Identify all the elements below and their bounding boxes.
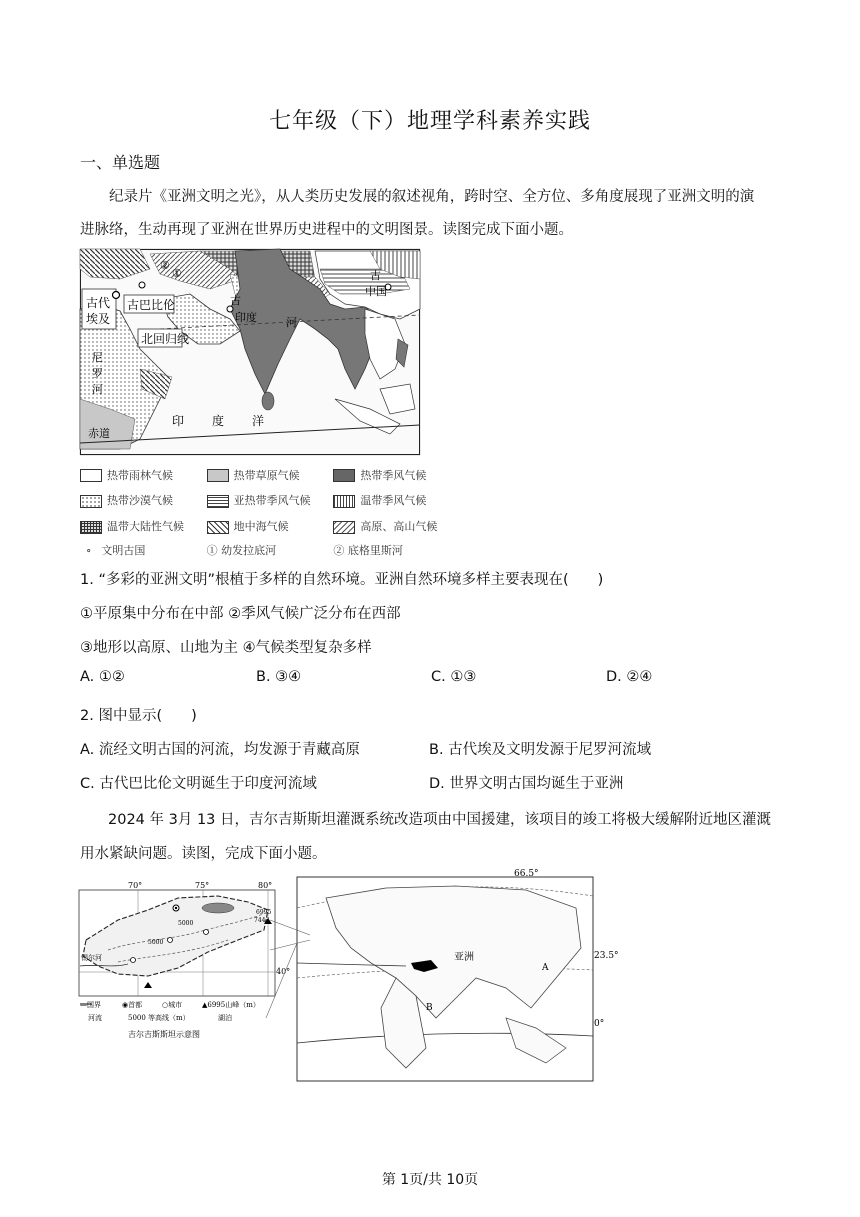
label-b: B [426, 1003, 433, 1013]
legend-lake: 湖泊 [218, 1014, 232, 1022]
legend-border: —国界 [80, 1001, 101, 1009]
legend-city: ○城市 [162, 1001, 183, 1009]
q2-stem: 2. 图中显示( ) [80, 708, 197, 724]
q2-option-b[interactable]: B. 古代埃及文明发源于尼罗河流域 [429, 742, 652, 758]
map1-legend [80, 462, 460, 561]
page-title: 七年级（下）地理学科素养实践 [268, 109, 591, 134]
passage-1-line-2: 进脉络，生动再现了亚洲在世界历史进程中的文明图景。读图完成下面小题。 [80, 222, 573, 238]
lon-80: 80° [258, 881, 273, 890]
label-a: A [542, 963, 549, 973]
label-syr-darya: 锡尔河 [81, 954, 102, 962]
label-river: 河 [286, 316, 297, 329]
legend-contour: 5000 等高线（m） [128, 1014, 190, 1022]
passage-2-line-2: 用水紧缺问题。读图，完成下面小题。 [80, 846, 327, 862]
label-num-2: ② [160, 259, 170, 272]
label-india-2: 印度 [235, 311, 257, 324]
lat-66-5: 66.5° [514, 869, 539, 879]
peak-7443: 7443 [254, 917, 270, 924]
map2-caption: 吉尔吉斯斯坦示意图 [128, 1030, 200, 1039]
peak-6995: 6995 [256, 909, 272, 916]
label-ocean-1: 印 [172, 414, 185, 428]
passage-1-cont [80, 214, 785, 247]
label-egypt-2: 埃及 [86, 312, 111, 326]
label-ocean-2: 度 [212, 414, 225, 428]
q2-option-d[interactable]: D. 世界文明古国均诞生于亚洲 [429, 776, 624, 792]
legend-peak: ▲6995山峰（m） [202, 1001, 260, 1009]
legend-item: 亚热带季风气候 [207, 492, 334, 508]
contour-5000-b: 5000 [148, 939, 164, 946]
label-num-1: ① [172, 267, 182, 280]
page-footer: 第 1页/共 10页 [381, 1172, 479, 1188]
q1-statement-a: ①平原集中分布在中部 ②季风气候广泛分布在西部 [80, 606, 401, 622]
legend-river: 河流 [88, 1014, 102, 1022]
lat-40: 40° [276, 967, 291, 976]
q1-option-b[interactable]: B. ③④ [256, 669, 302, 685]
q1-option-c[interactable]: C. ①③ [431, 669, 477, 685]
legend-item: 地中海气候 [207, 518, 334, 534]
label-nile-1: 尼 [92, 351, 103, 364]
connector-lines [270, 915, 310, 955]
section-heading: 一、单选题 [80, 153, 161, 172]
lat-23-5: 23.5° [594, 951, 619, 961]
asia-locator-map [296, 868, 619, 1084]
label-nile-2: 罗 [92, 367, 103, 380]
legend-item: 热带季风气候 [333, 467, 460, 483]
passage-1 [80, 181, 785, 214]
label-egypt-1: 古代 [86, 296, 111, 310]
legend-item: 热带沙漠气候 [80, 492, 207, 508]
legend-item: 温带季风气候 [333, 492, 460, 508]
q1-option-d[interactable]: D. ②④ [606, 669, 653, 685]
q2-option-c[interactable]: C. 古代巴比伦文明诞生于印度河流域 [80, 776, 317, 792]
kyrgyzstan-map [78, 880, 291, 1045]
label-ocean-3: 洋 [252, 414, 265, 428]
q1-option-a[interactable]: A. ①② [80, 669, 125, 685]
lon-70: 70° [128, 881, 143, 890]
lon-75: 75° [195, 881, 210, 890]
label-asia: 亚洲 [454, 952, 474, 963]
asia-civilization-map [80, 249, 420, 455]
legend-tigris: ② 底格里斯河 [333, 544, 403, 557]
q2-option-a[interactable]: A. 流经文明古国的河流，均发源于青藏高原 [80, 742, 360, 758]
legend-civilization: ∘ 文明古国 [86, 544, 146, 557]
q1-statement-b: ③地形以高原、山地为主 ④气候类型复杂多样 [80, 640, 372, 656]
label-tropic: 北回归线 [141, 332, 190, 346]
label-china-2: 中国 [365, 285, 387, 298]
label-equator: 赤道 [88, 427, 110, 440]
passage-1-line-1: 纪录片《亚洲文明之光》，从人类历史发展的叙述视角，跨时空、全方位、多角度展现了亚洲文明的演 [109, 189, 755, 205]
label-india-1: 古 [230, 294, 241, 307]
legend-capital: ◉首都 [122, 1001, 143, 1009]
legend-euphrates: ① 幼发拉底河 [206, 544, 277, 557]
legend-item: 温带大陆性气候 [80, 518, 207, 534]
label-nile-3: 河 [92, 383, 103, 396]
q1-stem: 1. “多彩的亚洲文明”根植于多样的自然环境。亚洲自然环境多样主要表现在( ) [80, 572, 604, 588]
lat-0: 0° [594, 1019, 605, 1029]
label-babylon: 古巴比伦 [127, 298, 176, 312]
passage-2-line-1: 2024 年 3月 13 日，吉尔吉斯斯坦灌溉系统改造项由中国援建，该项目的竣工将极大缓解附近地区灌溉 [108, 812, 772, 828]
legend-item: 热带雨林气候 [80, 467, 207, 483]
legend-item: 高原、高山气候 [333, 518, 460, 534]
label-china-1: 古 [370, 269, 381, 282]
legend-item: 热带草原气候 [207, 467, 334, 483]
contour-5000-a: 5000 [178, 920, 194, 927]
